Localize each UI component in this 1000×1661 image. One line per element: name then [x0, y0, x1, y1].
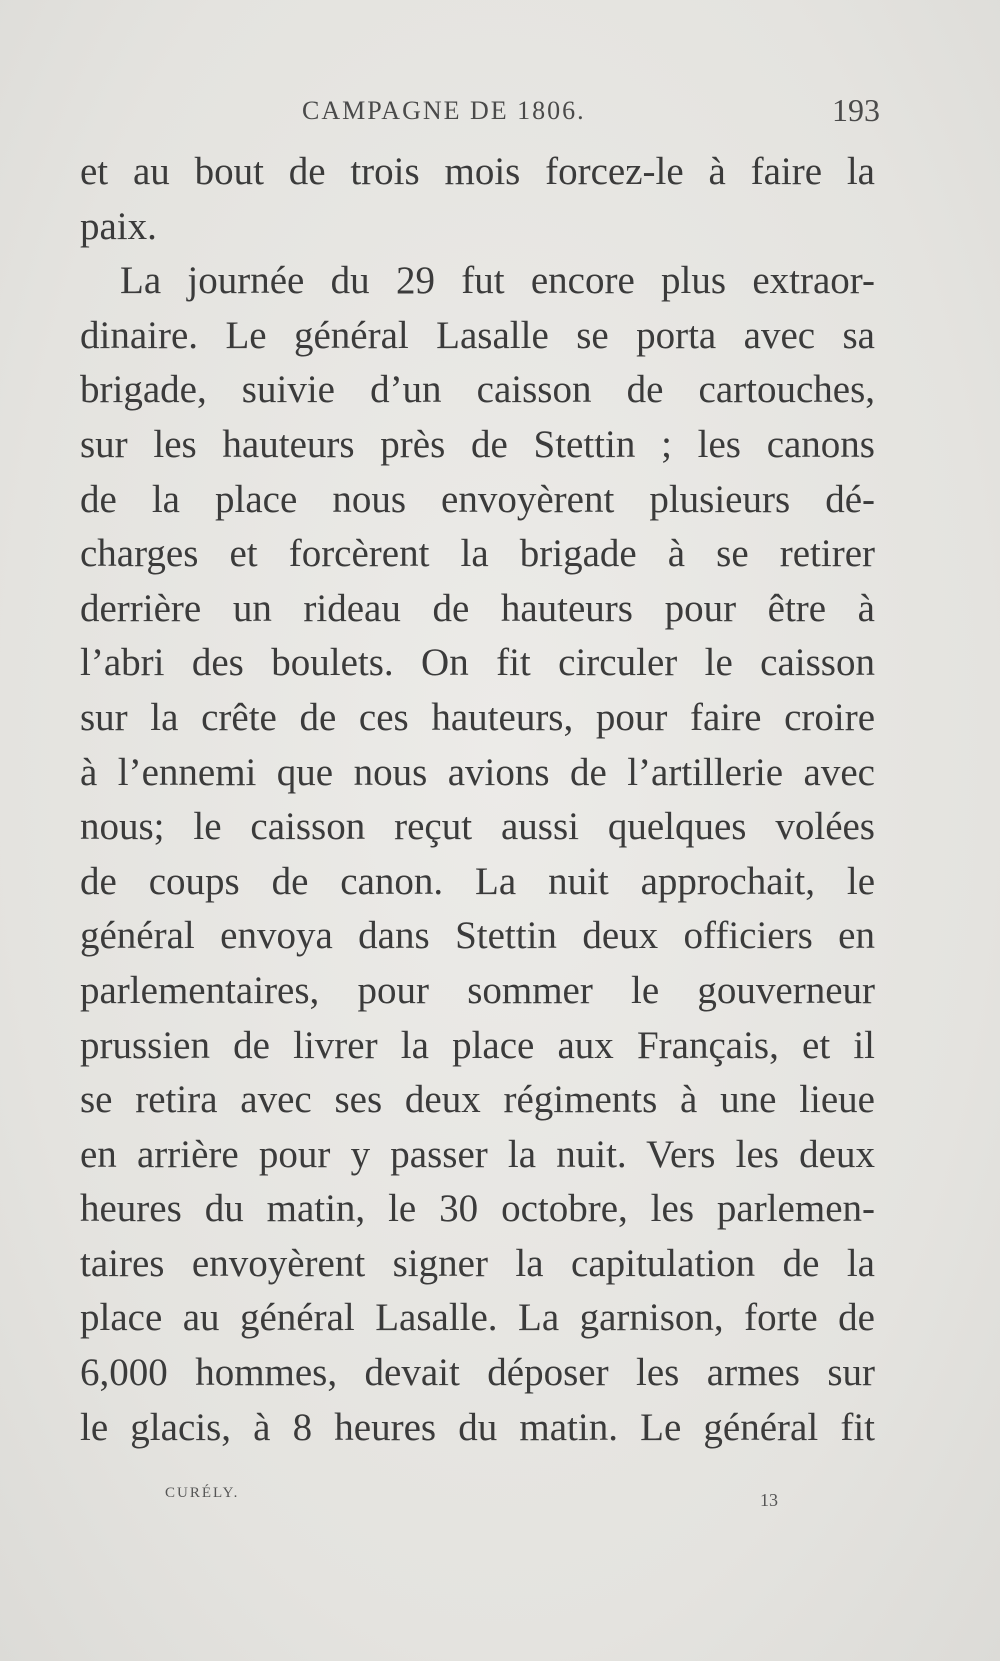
text-line: parlementaires, pour sommer le gouverneur [80, 968, 875, 1012]
text-line: sur la crête de ces hauteurs, pour faire croire [80, 695, 875, 739]
running-head [80, 92, 880, 132]
text-line: charges et forcèrent la brigade à se retirer [80, 532, 875, 576]
text-line: de la place nous envoyèrent plusieurs dé- [80, 477, 875, 521]
text-line: sur les hauteurs près de Stettin ; les canons [80, 422, 875, 466]
text-line: et au bout de trois mois forcez-le à faire la [80, 150, 875, 193]
text-line: l’abri des boulets. On fit circuler le caisson [80, 641, 875, 685]
text-line: se retira avec ses deux régiments à une lieue [80, 1078, 875, 1122]
text-line: taires envoyèrent signer la capitulation de la [80, 1241, 875, 1285]
text-line: à l’ennemi que nous avions de l’artillerie avec [80, 750, 875, 794]
sheet-number: 13 [760, 1490, 778, 1510]
text-line: La journée du 29 fut encore plus extraor- [120, 259, 875, 303]
text-line: derrière un rideau de hauteurs pour être à [80, 586, 875, 630]
text-line: paix. [80, 204, 157, 248]
text-line: dinaire. Le général Lasalle se porta avec sa [80, 313, 875, 357]
text-line: brigade, suivie d’un caisson de cartouches, [80, 368, 875, 412]
running-title: CAMPAGNE DE 1806. [302, 96, 586, 125]
text-line: le glacis, à 8 heures du matin. Le général fit [80, 1405, 875, 1449]
body-text [80, 145, 875, 1455]
text-line: général envoya dans Stettin deux officiers en [80, 914, 875, 958]
text-line: 6,000 hommes, devait déposer les armes sur [80, 1351, 875, 1395]
text-line: heures du matin, le 30 octobre, les parlemen- [80, 1187, 875, 1231]
text-line: de coups de canon. La nuit approchait, le [80, 859, 875, 903]
signature-mark: CURÉLY. [165, 1485, 240, 1501]
page-number: 193 [832, 92, 880, 128]
text-line: en arrière pour y passer la nuit. Vers les deux [80, 1132, 875, 1176]
text-line: prussien de livrer la place aux Français, et il [80, 1023, 875, 1067]
text-line: nous; le caisson reçut aussi quelques volées [80, 805, 875, 849]
text-line: place au général Lasalle. La garnison, forte de [80, 1296, 875, 1340]
